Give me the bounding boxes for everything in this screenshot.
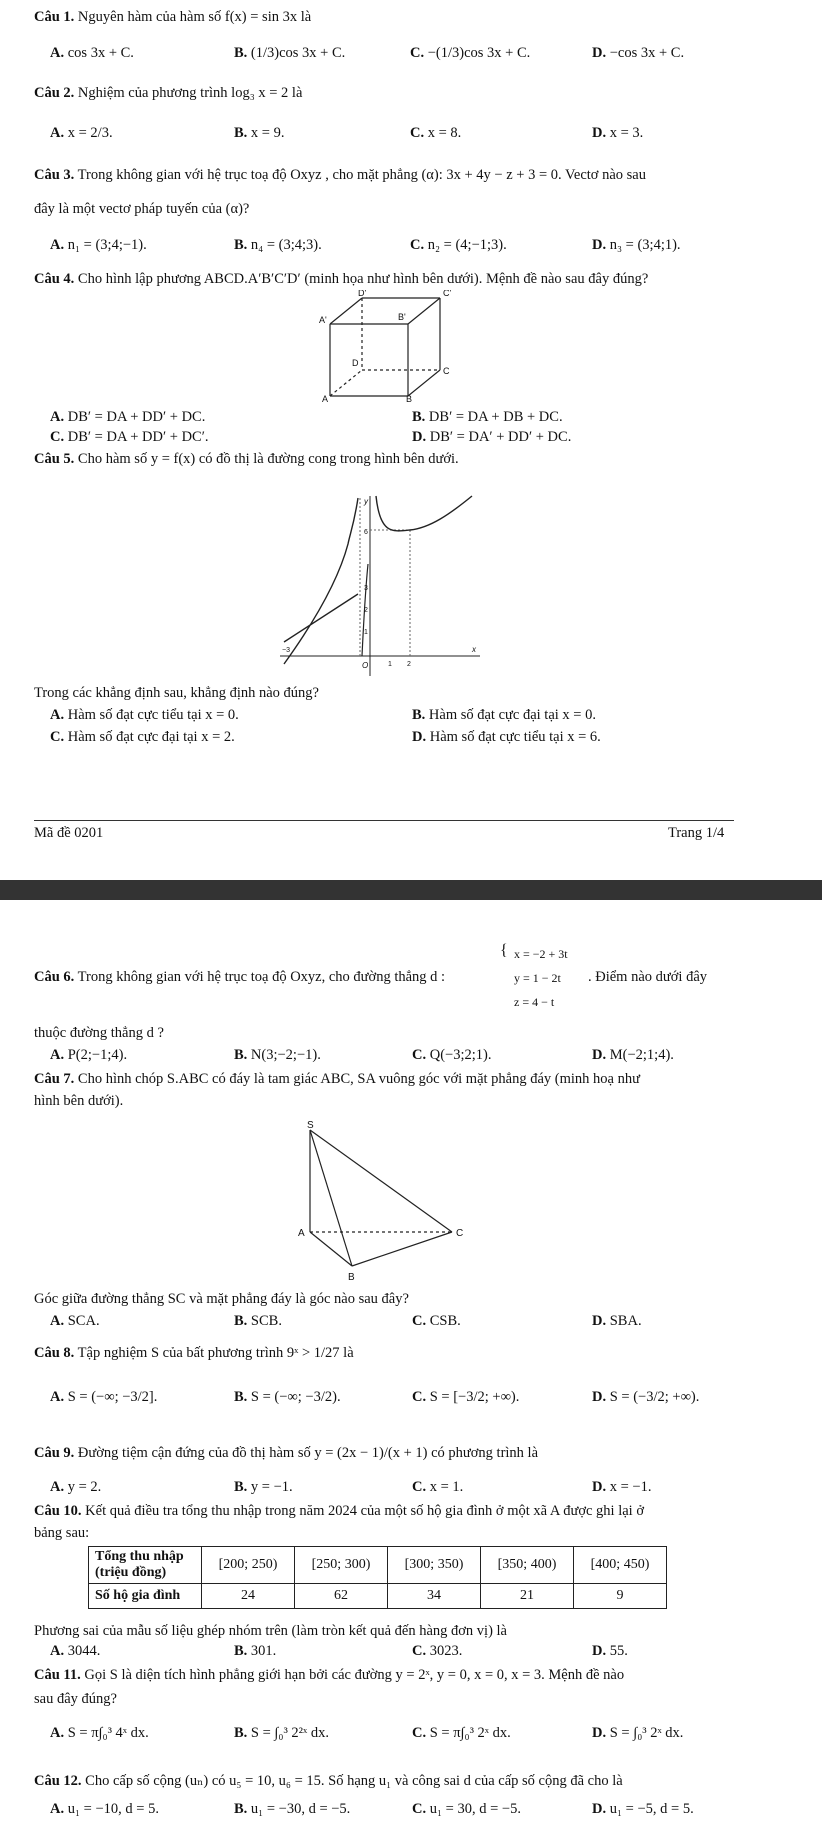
table-cell: 62 [295,1584,388,1609]
q8-option-d[interactable]: D. S = (−3/2; +∞). [592,1389,700,1405]
q11-option-b[interactable]: B. S = ∫₀³ 2²ˣ dx. [234,1725,329,1741]
system-eq-z: z = 4 − t [514,995,555,1009]
q4-option-c[interactable]: C. DB′ = DA + DD′ + DC′. [50,429,209,445]
tick-1: 1 [364,629,368,636]
table-cell: [300; 350) [388,1547,481,1584]
q7-option-d[interactable]: D. SBA. [592,1313,642,1329]
table-header-income: Tổng thu nhập (triệu đồng) [89,1547,202,1584]
table-cell: 21 [481,1584,574,1609]
q7-option-a[interactable]: A. SCA. [50,1313,100,1329]
table-cell: [250; 300) [295,1547,388,1584]
table-row [89,1584,667,1609]
label-c-prime: C' [443,290,452,298]
table-row [89,1547,667,1584]
q9-option-a[interactable]: A. y = 2. [50,1479,102,1495]
oblique-line [284,594,358,642]
q12-option-a[interactable]: A. u₁ = −10, d = 5. [50,1801,159,1817]
label-b: B [406,394,413,402]
question-1: Câu 1. Nguyên hàm của hàm số f(x) = sin 3x là [34,9,312,25]
edge-sc [310,1130,452,1232]
q1-option-d[interactable]: D. −cos 3x + C. [592,45,685,61]
label-s: S [307,1120,314,1131]
question-4: Câu 4. Cho hình lập phương ABCD.A′B′C′D′ (minh họa như hình bên dưới). Mệnh đề nào sau đây đúng? [34,271,649,287]
q9-option-d[interactable]: D. x = −1. [592,1479,652,1495]
table-cell: 34 [388,1584,481,1609]
edge [330,298,362,324]
q5-option-c[interactable]: C. Hàm số đạt cực đại tại x = 2. [50,729,235,745]
question-6: Câu 6. Trong không gian với hệ trục toạ độ Oxyz, cho đường thẳng d : [34,969,446,985]
q2-option-d[interactable]: D. x = 3. [592,125,644,141]
question-11-cont: sau đây đúng? [34,1691,117,1707]
question-2: Câu 2. Nghiệm của phương trình log₃ x = 2 là [34,85,303,101]
left-branch [284,498,358,664]
tick-x2: 2 [407,661,411,668]
label-a: A [322,394,329,402]
q9-option-c[interactable]: C. x = 1. [412,1479,464,1495]
table-cell: 24 [202,1584,295,1609]
edge [408,298,440,324]
tick-x1: 1 [388,661,392,668]
question-7-ask: Góc giữa đường thẳng SC và mặt phẳng đáy là góc nào sau đây? [34,1291,409,1307]
function-graph [280,494,490,678]
q1-option-a[interactable]: A. cos 3x + C. [50,45,134,61]
question-5-cont: Trong các khẳng định sau, khẳng định nào đúng? [34,685,319,701]
question-8: Câu 8. Tập nghiệm S của bất phương trình 9ˣ > 1/27 là [34,1345,354,1361]
q3-option-a[interactable]: A. n₁ = (3;4;−1). [50,237,147,253]
label-d-prime: D' [358,290,367,298]
exam-code: Mã đề 0201 [34,825,104,841]
question-10-ask: Phương sai của mẫu số liệu ghép nhóm trên (làm tròn kết quả đến hàng đơn vị) là [34,1623,507,1639]
q3-option-d[interactable]: D. n₃ = (3;4;1). [592,237,681,253]
q8-option-b[interactable]: B. S = (−∞; −3/2). [234,1389,341,1405]
edge-ab [310,1232,352,1266]
q8-option-a[interactable]: A. S = (−∞; −3/2]. [50,1389,158,1405]
hidden-edge [330,370,362,396]
q1-option-b[interactable]: B. (1/3)cos 3x + C. [234,45,346,61]
q8-option-c[interactable]: C. S = [−3/2; +∞). [412,1389,520,1405]
q10-option-d[interactable]: D. 55. [592,1643,628,1659]
q12-option-c[interactable]: C. u₁ = 30, d = −5. [412,1801,521,1817]
q7-option-c[interactable]: C. CSB. [412,1313,461,1329]
system-eq-x: x = −2 + 3t [514,947,568,961]
pyramid-figure [290,1118,480,1286]
question-12: Câu 12. Cho cấp số cộng (uₙ) có u₅ = 10, u₆ = 15. Số hạng u₁ và công sai d của cấp số cộng đã cho là [34,1773,623,1789]
edge-sb [310,1130,352,1266]
y-label: y [364,497,368,506]
label-a-prime: A' [319,315,327,325]
tick-3: 3 [364,585,368,592]
question-7: Câu 7. Cho hình chóp S.ABC có đáy là tam giác ABC, SA vuông góc với mặt phẳng đáy (minh hoạ như [34,1071,640,1087]
tick-2: 2 [364,607,368,614]
tick-6: 6 [364,529,368,536]
edge-bc [352,1232,452,1266]
question-10: Câu 10. Kết quả điều tra tổng thu nhập trong năm 2024 của một số hộ gia đình ở một xã A được ghi lại ở [34,1503,644,1519]
income-table [88,1546,667,1609]
question-11: Câu 11. Gọi S là diện tích hình phẳng giới hạn bởi các đường y = 2ˣ, y = 0, x = 0, x = 3. Mệnh đề nào [34,1667,625,1683]
q11-option-d[interactable]: D. S = ∫₀³ 2ˣ dx. [592,1725,684,1741]
q5-option-d[interactable]: D. Hàm số đạt cực tiểu tại x = 6. [412,729,601,745]
q10-option-b[interactable]: B. 301. [234,1643,277,1659]
q2-option-a[interactable]: A. x = 2/3. [50,125,113,141]
table-header-households: Số hộ gia đình [89,1584,202,1609]
q1-option-c[interactable]: C. −(1/3)cos 3x + C. [410,45,531,61]
question-6-cont: thuộc đường thẳng d ? [34,1025,164,1041]
table-cell: [350; 400) [481,1547,574,1584]
q10-option-c[interactable]: C. 3023. [412,1643,463,1659]
label-c: C [443,366,450,376]
q6-option-c[interactable]: C. Q(−3;2;1). [412,1047,492,1063]
system-eq-y: y = 1 − 2t [514,971,561,985]
question-9: Câu 9. Đường tiệm cận đứng của đồ thị hàm số y = (2x − 1)/(x + 1) có phương trình là [34,1445,539,1461]
q4-option-a[interactable]: A. DB′ = DA + DD′ + DC. [50,409,206,425]
label-c: C [456,1228,464,1239]
q5-option-b[interactable]: B. Hàm số đạt cực đại tại x = 0. [412,707,596,723]
table-cell: [400; 450) [574,1547,667,1584]
q6-option-a[interactable]: A. P(2;−1;4). [50,1047,128,1063]
label-a: A [298,1228,305,1239]
q2-option-b[interactable]: B. x = 9. [234,125,285,141]
origin-label: O [362,661,369,670]
q4-option-d[interactable]: D. DB′ = DA′ + DD′ + DC. [412,429,572,445]
q4-option-b[interactable]: B. DB′ = DA + DB + DC. [412,409,563,425]
x-label: x [472,645,476,654]
question-5: Câu 5. Cho hàm số y = f(x) có đồ thị là đường cong trong hình bên dưới. [34,451,459,467]
q3-option-c[interactable]: C. n₂ = (4;−1;3). [410,237,507,253]
label-d: D [352,358,359,368]
system-brace: { [500,942,508,959]
edge [408,370,440,396]
footer-rule [34,820,734,821]
right-branch [376,496,472,531]
q11-option-a[interactable]: A. S = π∫₀³ 4ˣ dx. [50,1725,149,1741]
page-break [0,880,822,900]
q12-option-d[interactable]: D. u₁ = −5, d = 5. [592,1801,694,1817]
question-3: Câu 3. Trong không gian với hệ trục toạ độ Oxyz , cho mặt phẳng (α): 3x + 4y − z + 3 = 0. Vectơ nào sau [34,167,646,183]
q12-option-b[interactable]: B. u₁ = −30, d = −5. [234,1801,351,1817]
cube-figure [300,290,470,402]
question-3-cont: đây là một vectơ pháp tuyến của (α)? [34,201,250,217]
q11-option-c[interactable]: C. S = π∫₀³ 2ˣ dx. [412,1725,511,1741]
label-b-prime: B' [398,312,406,322]
q9-option-b[interactable]: B. y = −1. [234,1479,293,1495]
question-6-after: . Điểm nào dưới đây [588,969,708,985]
q3-option-b[interactable]: B. n₄ = (3;4;3). [234,237,322,253]
q6-option-d[interactable]: D. M(−2;1;4). [592,1047,674,1063]
q7-option-b[interactable]: B. SCB. [234,1313,282,1329]
page-number: Trang 1/4 [668,825,725,841]
question-10-cont: bảng sau: [34,1525,90,1541]
q5-option-a[interactable]: A. Hàm số đạt cực tiểu tại x = 0. [50,707,239,723]
q2-option-c[interactable]: C. x = 8. [410,125,462,141]
tick-neg3: −3 [282,647,290,654]
table-cell: 9 [574,1584,667,1609]
q6-option-b[interactable]: B. N(3;−2;−1). [234,1047,321,1063]
q10-option-a[interactable]: A. 3044. [50,1643,101,1659]
label-b: B [348,1272,355,1283]
question-7-cont: hình bên dưới). [34,1093,124,1109]
table-cell: [200; 250) [202,1547,295,1584]
